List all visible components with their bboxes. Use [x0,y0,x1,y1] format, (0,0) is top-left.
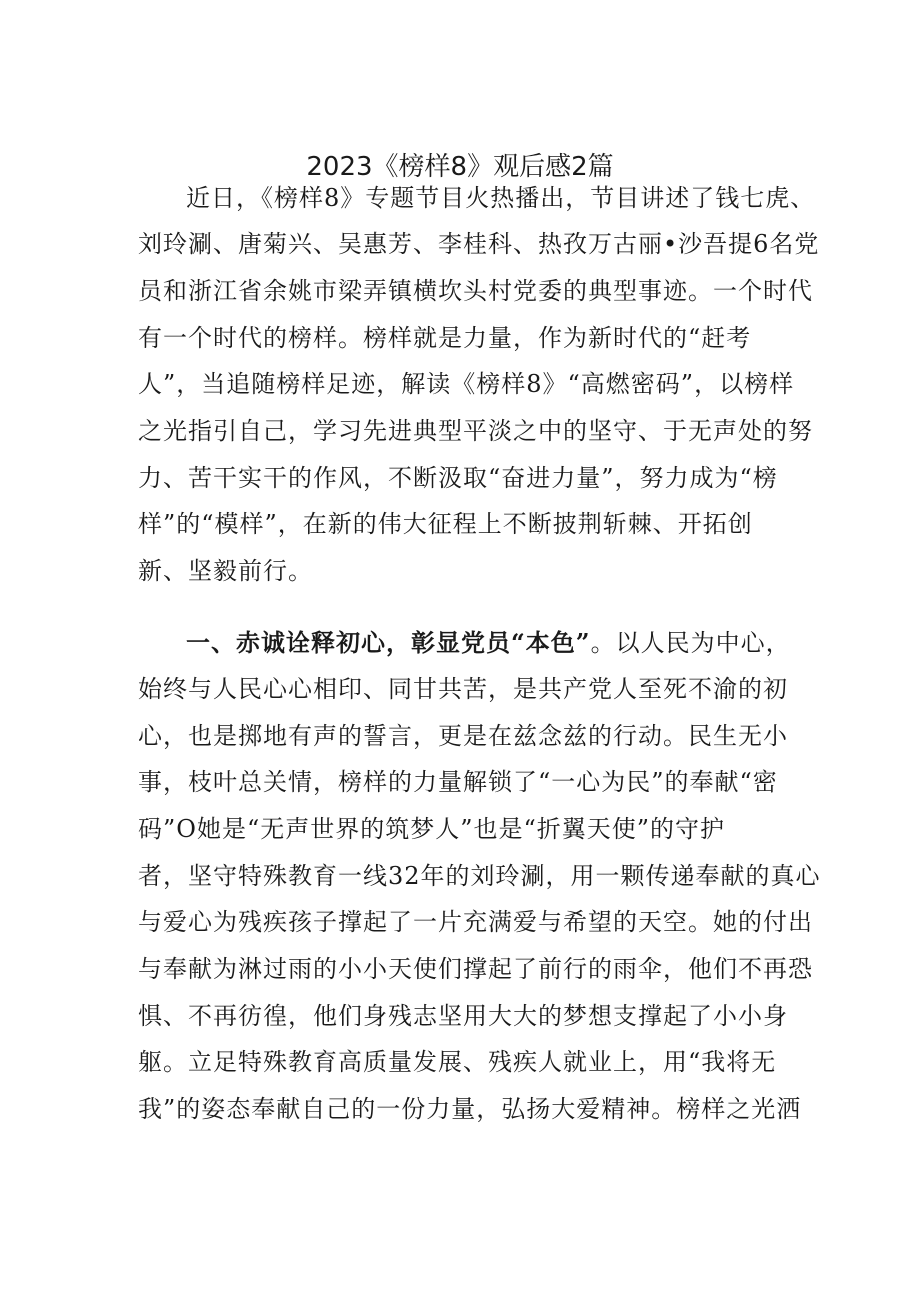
text-line: 力、苦干实干的作风，不断汲取“奋进力量”，努力成为“榜 [138,464,778,492]
text-line: 与奉献为淋过雨的小小天使们撑起了前行的雨伞，他们不再恐 [138,955,813,983]
section-heading-rest: 。以人民为中心， [590,629,791,657]
text-line: 有一个时代的榜样。榜样就是力量，作为新时代的“赶考 [138,324,752,352]
text-line: 样”的“模样”，在新的伟大征程上不断披荆斩棘、开拓创 [138,510,753,538]
text-line: 我”的姿态奉献自己的一份力量，弘扬大爱精神。榜样之光洒 [138,1095,802,1123]
document-title: 2023《榜样8》观后感2篇 [306,152,614,182]
text-line: 人”，当追随榜样足迹，解读《榜样8》“高燃密码”，以榜样 [138,370,795,398]
text-line: 始终与人民心心相印、同甘共苦，是共产党人至死不渝的初 [138,675,788,703]
text-line: 与爱心为残疾孩子撑起了一片充满爱与希望的天空。她的付出 [138,908,813,936]
text-line: 刘玲涮、唐菊兴、吴惠芳、李桂科、热孜万古丽•沙吾提6名党 [138,230,820,258]
text-line: 惧、不再彷徨，他们身残志坚用大大的梦想支撑起了小小身 [138,1002,788,1030]
text-line: 员和浙江省余姚市梁弄镇横坎头村党委的典型事迹。一个时代 [138,277,813,305]
text-line: 者，坚守特殊教育一线32年的刘玲涮，用一颗传递奉献的真心 [138,862,821,890]
text-line: 躯。立足特殊教育高质量发展、残疾人就业上，用“我将无 [138,1048,777,1076]
text-line: 心，也是掷地有声的誓言，更是在兹念兹的行动。民生无小 [138,722,788,750]
text-line: 新、坚毅前行。 [138,557,313,585]
text-line: 之光指引自己，学习先进典型平淡之中的坚守、于无声处的努 [138,417,813,445]
section-heading: 一、赤诚诠释初心，彰显党员“本色” [186,628,591,657]
text-line: 近日，《榜样8》专题节目火热播出，节目讲述了钱七虎、 [186,184,816,212]
text-line: 码”O她是“无声世界的筑梦人”也是“折翼天使”的守护 [138,815,726,843]
section-heading-line [186,623,791,663]
text-line: 事，枝叶总关情，榜样的力量解锁了“一心为民”的奉献“密 [138,768,778,796]
